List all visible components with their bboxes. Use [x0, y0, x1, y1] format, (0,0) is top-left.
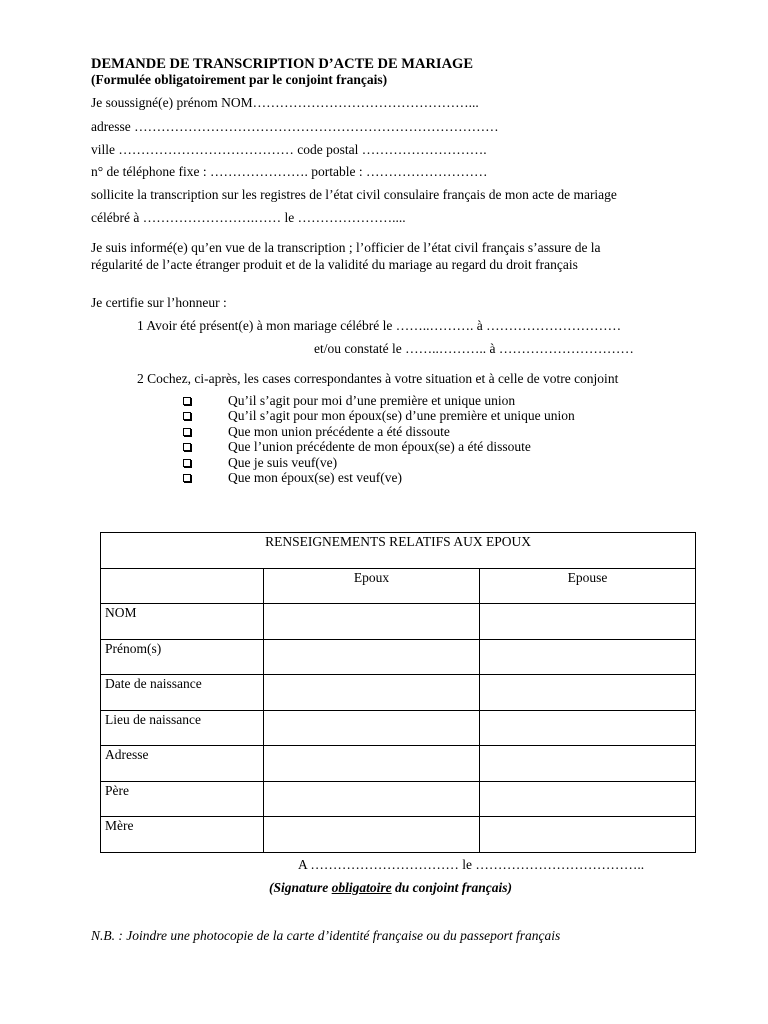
checkbox-label: Que mon union précédente a été dissoute	[228, 423, 450, 439]
col-header-epouse: Epouse	[480, 568, 696, 604]
line-sollicite: sollicite la transcription sur les registres de l’état civil consulaire français de mon acte de mariage	[91, 187, 617, 202]
cell-epoux-mere[interactable]	[264, 817, 480, 853]
table-corner-cell	[101, 568, 264, 604]
checkbox[interactable]	[183, 443, 191, 451]
cell-epouse-prenoms[interactable]	[480, 639, 696, 675]
form-subtitle: (Formulée obligatoirement par le conjoint français)	[91, 72, 388, 87]
footnote: N.B. : Joindre une photocopie de la carte d’identité française ou du passeport français	[91, 928, 561, 943]
checkbox[interactable]	[183, 412, 191, 420]
form-title: DEMANDE DE TRANSCRIPTION D’ACTE DE MARIAGE	[91, 56, 473, 72]
line-telephone[interactable]: n° de téléphone fixe : …………………. portable : ………………………	[91, 164, 488, 179]
signature-caption	[269, 880, 512, 896]
certifie-item-1b[interactable]: et/ou constaté le ……..……….. à …………………………	[314, 341, 634, 356]
table-row	[101, 817, 696, 853]
cell-epouse-adresse[interactable]	[480, 746, 696, 782]
row-label-prenoms: Prénom(s)	[101, 639, 264, 675]
table-header-row	[101, 568, 696, 604]
row-label-date-naissance: Date de naissance	[101, 675, 264, 711]
table-title: RENSEIGNEMENTS RELATIFS AUX EPOUX	[101, 533, 696, 569]
checkbox[interactable]	[183, 428, 191, 436]
certifie-item-2: 2 Cochez, ci-après, les cases correspondantes à votre situation et à celle de votre conjoint	[137, 371, 619, 386]
row-label-lieu-naissance: Lieu de naissance	[101, 710, 264, 746]
cell-epoux-lieu-naissance[interactable]	[264, 710, 480, 746]
table-row	[101, 710, 696, 746]
checkbox[interactable]	[183, 397, 191, 405]
certifie-item-1[interactable]: 1 Avoir été présent(e) à mon mariage célébré le ……..………. à …………………………	[137, 318, 622, 333]
table-title-row	[101, 533, 696, 569]
cell-epoux-date-naissance[interactable]	[264, 675, 480, 711]
checkbox-label: Que l’union précédente de mon époux(se) a été dissoute	[228, 439, 531, 455]
line-adresse[interactable]: adresse ………………………………………………………………………	[91, 119, 499, 134]
cell-epouse-date-naissance[interactable]	[480, 675, 696, 711]
col-header-epoux: Epoux	[264, 568, 480, 604]
table-row	[101, 675, 696, 711]
cell-epouse-lieu-naissance[interactable]	[480, 710, 696, 746]
cell-epouse-nom[interactable]	[480, 604, 696, 640]
row-label-adresse: Adresse	[101, 746, 264, 782]
signature-caption-close: du conjoint français)	[391, 880, 513, 895]
table-row	[101, 604, 696, 640]
cell-epouse-mere[interactable]	[480, 817, 696, 853]
checkbox[interactable]	[183, 459, 191, 467]
row-label-mere: Mère	[101, 817, 264, 853]
table-row	[101, 746, 696, 782]
row-label-nom: NOM	[101, 604, 264, 640]
checkbox-label: Que mon époux(se) est veuf(ve)	[228, 469, 402, 485]
epoux-table	[100, 532, 696, 853]
line-celebre[interactable]: célébré à …………………….…… le …………………....	[91, 210, 406, 225]
checkbox-label: Que je suis veuf(ve)	[228, 454, 338, 470]
signature-place-date[interactable]: A …………………………… le ………………………………..	[298, 857, 645, 872]
signature-caption-open: (Signature	[269, 880, 332, 895]
table-row	[101, 639, 696, 675]
informe-line-1: Je suis informé(e) qu’en vue de la transcription ; l’officier de l’état civil français s’assure de la	[91, 240, 601, 255]
cell-epoux-pere[interactable]	[264, 781, 480, 817]
cell-epoux-adresse[interactable]	[264, 746, 480, 782]
line-ville-code-postal[interactable]: ville ………………………………… code postal ……………………….	[91, 142, 487, 157]
checkbox-label: Qu’il s’agit pour moi d’une première et unique union	[228, 393, 516, 408]
cell-epoux-nom[interactable]	[264, 604, 480, 640]
cell-epoux-prenoms[interactable]	[264, 639, 480, 675]
checkbox[interactable]	[183, 474, 191, 482]
row-label-pere: Père	[101, 781, 264, 817]
table-row	[101, 781, 696, 817]
informe-line-2: régularité de l’acte étranger produit et de la validité du mariage au regard du droit français	[91, 257, 578, 272]
cell-epouse-pere[interactable]	[480, 781, 696, 817]
certifie-intro: Je certifie sur l’honneur :	[91, 295, 227, 310]
line-nom[interactable]: Je soussigné(e) prénom NOM…………………………………………...	[91, 95, 479, 110]
checkbox-label: Qu’il s’agit pour mon époux(se) d’une première et unique union	[228, 408, 575, 424]
signature-caption-underlined: obligatoire	[331, 880, 392, 895]
